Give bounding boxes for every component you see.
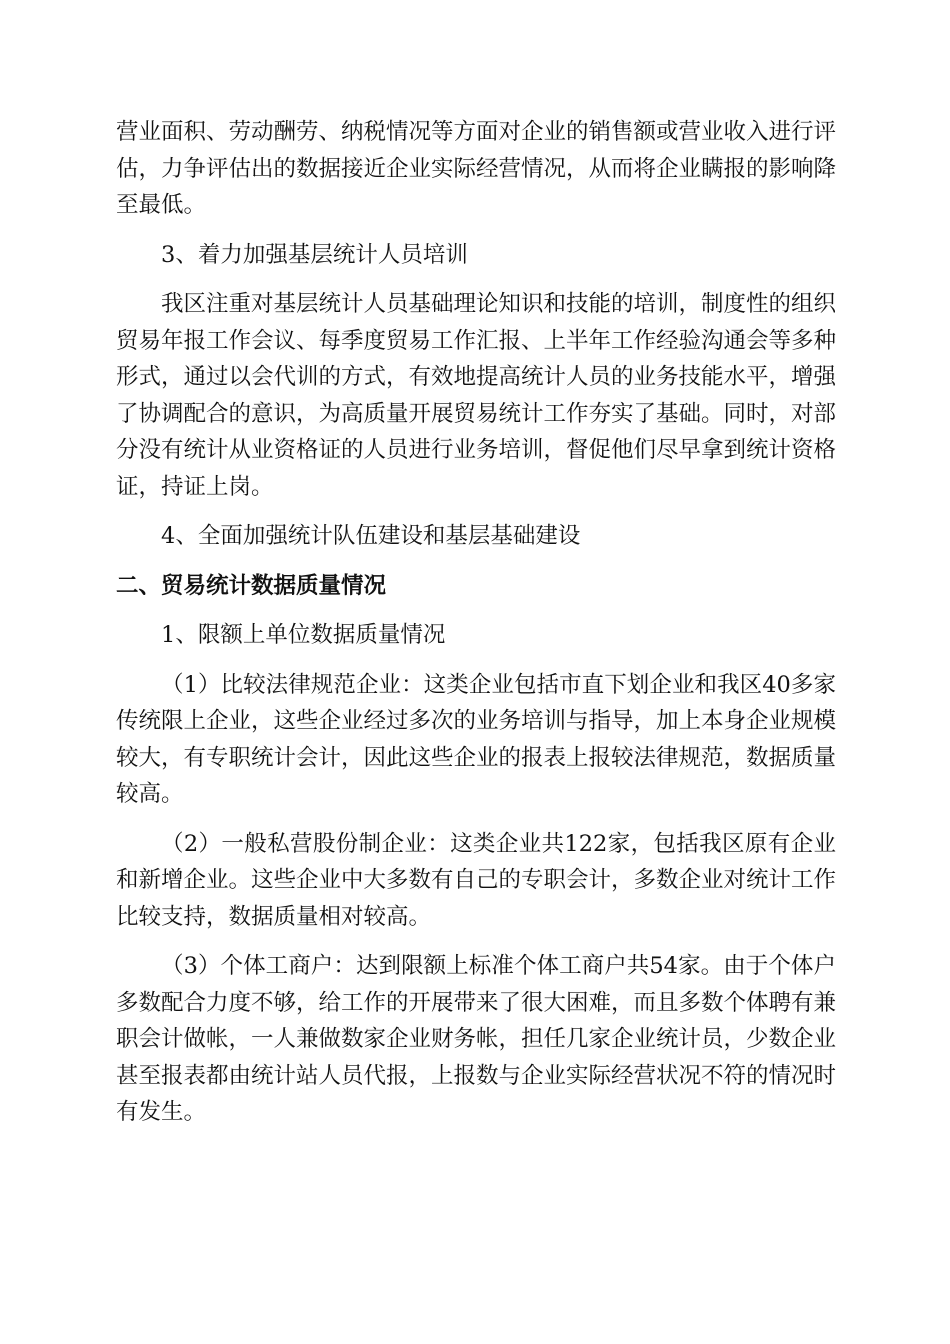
section-heading-data-quality: 二、贸易统计数据质量情况: [116, 572, 387, 599]
paragraph-continuation: 营业面积、劳动酬劳、纳税情况等方面对企业的销售额或营业收入进行评估，力争评估出的数据接近企业实际经营情况，从而将企业瞒报的影响降至最低。: [116, 119, 837, 218]
subheading-team-building: 4、全面加强统计队伍建设和基层基础建设: [161, 523, 581, 549]
document-body: [116, 114, 836, 1144]
subheading-staff-training: 3、着力加强基层统计人员培训: [161, 241, 468, 268]
paragraph-item-1: （1）比较法律规范企业：这类企业包括市直下划企业和我区40多家传统限上企业，这些企业经过多次的业务培训与指导，加上本身企业规模较大，有专职统计会计，因此这些企业的报表上报较法律规范，数据质量较高。: [116, 671, 837, 807]
subheading-above-quota-units: 1、限额上单位数据质量情况: [161, 622, 446, 648]
paragraph-item-3: （3）个体工商户：达到限额上标准个体工商户共54家。由于个体户多数配合力度不够，给工作的开展带来了很大困难，而且多数个体聘有兼职会计做帐，一人兼做数家企业财务帐，担任几家企业统计员，少数企业甚至报表都由统计站人员代报，上报数与企业实际经营状况不符的情况时有发生。: [116, 953, 837, 1125]
paragraph-training: 我区注重对基层统计人员基础理论知识和技能的培训，制度性的组织贸易年报工作会议、每季度贸易工作汇报、上半年工作经验沟通会等多种形式，通过以会代训的方式，有效地提高统计人员的业务技能水平，增强了协调配合的意识，为高质量开展贸易统计工作夯实了基础。同时，对部分没有统计从业资格证的人员进行业务培训，督促他们尽早拿到统计资格证，持证上岗。: [116, 291, 837, 500]
paragraph-item-2: （2）一般私营股份制企业：这类企业共122家，包括我区原有企业和新增企业。这些企业中大多数有自己的专职会计，多数企业对统计工作比较支持，数据质量相对较高。: [116, 830, 837, 930]
